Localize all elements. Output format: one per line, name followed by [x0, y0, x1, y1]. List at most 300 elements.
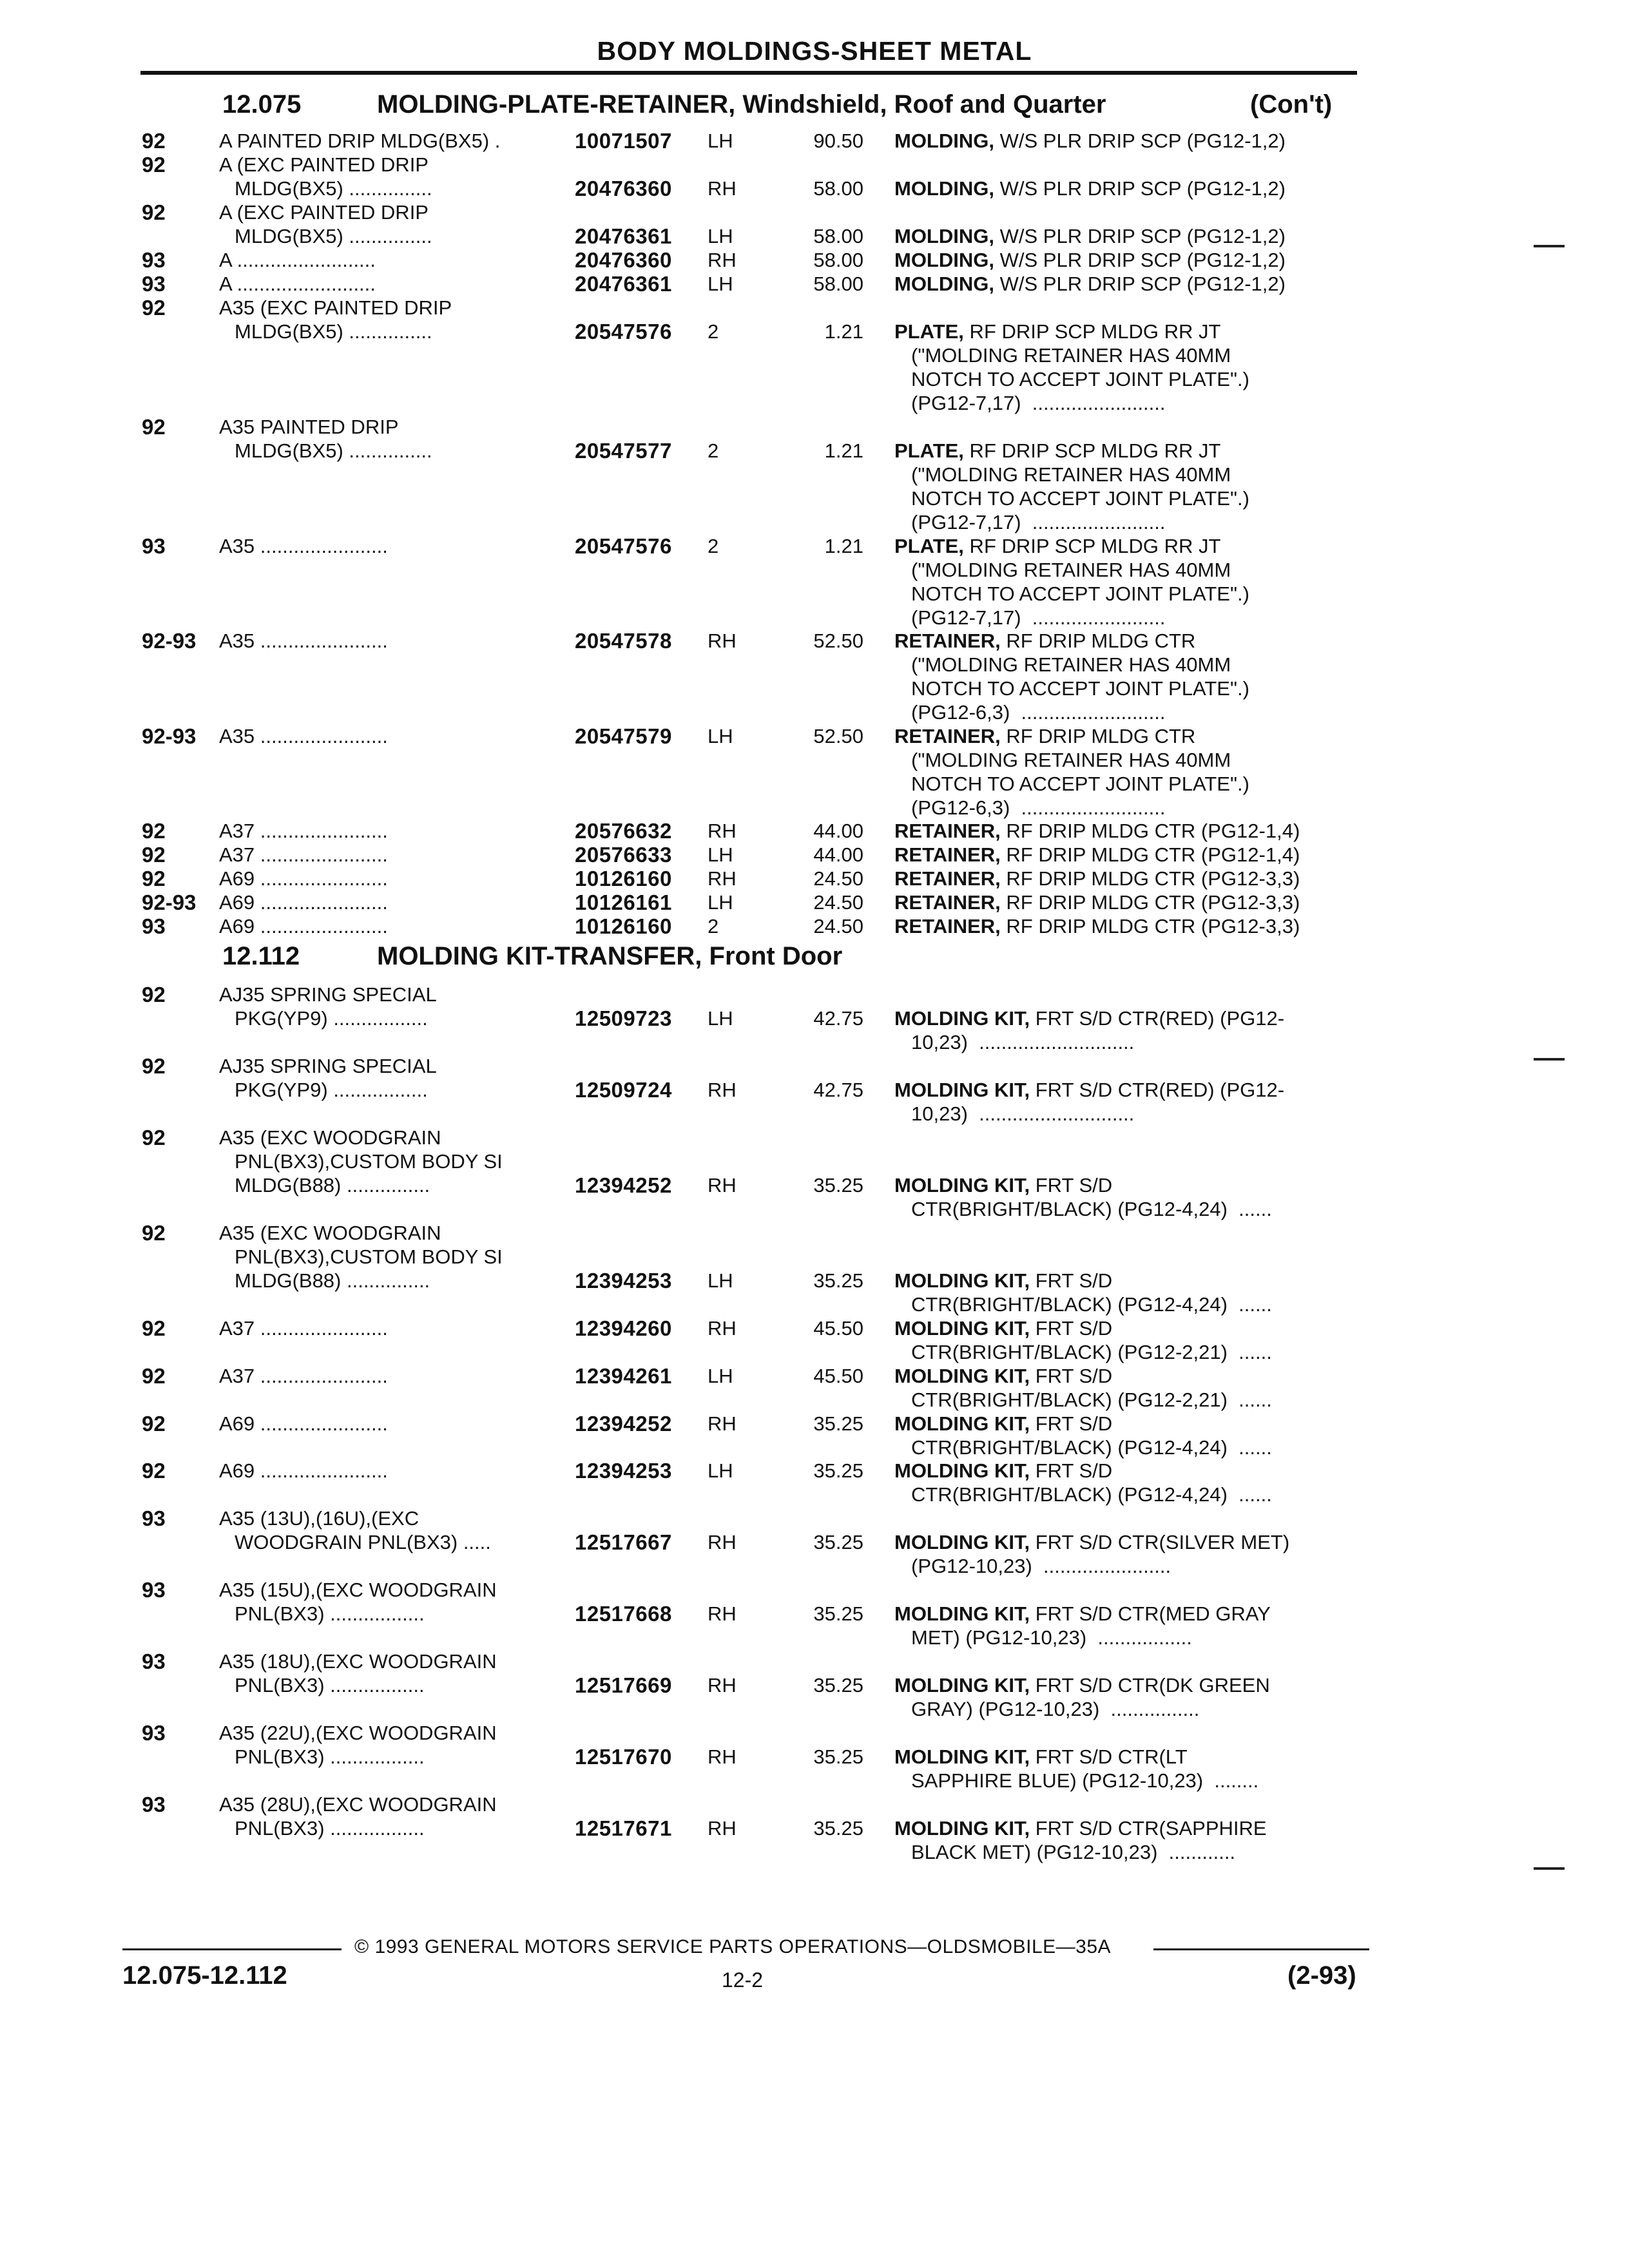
price: 52.50 — [813, 725, 863, 747]
part-description — [894, 914, 1358, 938]
description-line: MET) (PG12-10,23) ................. — [911, 1626, 1192, 1649]
part-number: 20576633 — [575, 843, 672, 867]
price: 35.25 — [813, 1531, 863, 1553]
section-continued: (Con't) — [1250, 90, 1333, 119]
part-detail: FRT S/D — [1030, 1412, 1113, 1435]
description-line: NOTCH TO ACCEPT JOINT PLATE".) — [911, 582, 1249, 605]
quantity: 2 — [708, 535, 719, 557]
application-description — [219, 153, 429, 177]
quantity: LH — [708, 1269, 733, 1292]
application-leader: MLDG(BX5) ............... — [235, 225, 432, 247]
description-line: CTR(BRIGHT/BLACK) (PG12-4,24) ...... — [911, 1436, 1272, 1459]
part-name: RETAINER, — [894, 867, 1001, 890]
model-year: 92 — [142, 200, 166, 224]
quantity: LH — [708, 1007, 733, 1030]
description-line: BLACK MET) (PG12-10,23) ............ — [911, 1841, 1236, 1863]
part-number: 12394261 — [575, 1364, 672, 1388]
price: 35.25 — [813, 1269, 863, 1292]
price: 35.25 — [813, 1602, 863, 1625]
part-number: 10126160 — [575, 914, 672, 938]
description-line — [894, 724, 1358, 748]
application-description — [219, 983, 437, 1006]
quantity: RH — [708, 249, 737, 271]
description-line: ("MOLDING RETAINER HAS 40MM — [911, 344, 1231, 367]
page-header: BODY MOLDINGS-SHEET METAL — [597, 36, 1032, 66]
part-detail: FRT S/D CTR(DK GREEN — [1030, 1674, 1270, 1696]
part-name: MOLDING KIT, — [894, 1269, 1030, 1292]
description-line — [894, 1530, 1358, 1554]
application-description — [219, 1721, 497, 1745]
application-leader: A35 ....................... — [219, 535, 388, 557]
quantity: RH — [708, 177, 737, 200]
model-year: 92-93 — [142, 890, 197, 914]
part-number: 20547576 — [575, 320, 672, 343]
quantity: RH — [708, 1531, 737, 1553]
part-detail: W/S PLR DRIP SCP (PG12-1,2) — [994, 177, 1286, 200]
description-line — [894, 320, 1358, 343]
part-detail: RF DRIP SCP MLDG RR JT — [963, 535, 1221, 557]
description-line: A35 (EXC WOODGRAIN — [219, 1126, 441, 1149]
description-line — [894, 1412, 1358, 1436]
model-year: 93 — [142, 248, 166, 272]
part-detail: FRT S/D CTR(SAPPHIRE — [1030, 1817, 1267, 1840]
description-line: (PG12-6,3) .......................... — [911, 796, 1166, 819]
description-line — [894, 1459, 1358, 1483]
model-year: 92 — [142, 819, 166, 843]
part-number: 20476360 — [575, 248, 672, 272]
part-number: 12517667 — [575, 1530, 672, 1554]
part-detail: FRT S/D CTR(SILVER MET) — [1030, 1531, 1290, 1553]
application-description — [219, 200, 429, 224]
model-year: 93 — [142, 1792, 166, 1816]
part-number: 10071507 — [575, 129, 672, 153]
part-number: 12509724 — [575, 1078, 672, 1102]
part-description — [894, 129, 1358, 153]
part-name: MOLDING, — [894, 130, 994, 152]
description-line: GRAY) (PG12-10,23) ................ — [911, 1698, 1200, 1720]
edge-mark — [1534, 245, 1565, 247]
footer-rule — [1153, 1948, 1369, 1950]
description-line: ("MOLDING RETAINER HAS 40MM — [911, 463, 1231, 486]
footer-copyright: © 1993 GENERAL MOTORS SERVICE PARTS OPERATIONS—OLDSMOBILE—35A — [354, 1936, 1112, 1957]
price: 24.50 — [813, 915, 863, 937]
part-detail: FRT S/D — [1030, 1459, 1113, 1482]
quantity: LH — [708, 843, 733, 866]
model-year: 92 — [142, 1459, 166, 1483]
part-number: 12509723 — [575, 1006, 672, 1030]
application-description — [219, 1054, 437, 1078]
quantity: 2 — [708, 439, 719, 462]
application-description — [219, 1649, 497, 1673]
description-line: 10,23) ............................ — [911, 1031, 1135, 1053]
part-detail: W/S PLR DRIP SCP (PG12-1,2) — [994, 225, 1286, 247]
part-name: RETAINER, — [894, 843, 1001, 866]
model-year: 92 — [142, 296, 166, 320]
part-number: 12517668 — [575, 1602, 672, 1626]
model-year: 92 — [142, 843, 166, 867]
part-description — [894, 272, 1358, 296]
description-line — [894, 1745, 1358, 1769]
model-year: 92-93 — [142, 629, 197, 653]
application-leader: A ......................... — [219, 273, 376, 295]
price: 1.21 — [824, 320, 863, 343]
part-description — [894, 1316, 1358, 1364]
edge-mark — [1534, 1867, 1565, 1870]
description-line: CTR(BRIGHT/BLACK) (PG12-2,21) ...... — [911, 1389, 1272, 1411]
quantity: LH — [708, 225, 733, 247]
description-line: PNL(BX3),CUSTOM BODY SI — [235, 1245, 503, 1268]
description-line: (PG12-10,23) ....................... — [911, 1555, 1171, 1577]
price: 90.50 — [813, 130, 863, 152]
price: 35.25 — [813, 1412, 863, 1435]
part-name: MOLDING KIT, — [894, 1817, 1030, 1840]
part-number: 20547579 — [575, 724, 672, 748]
model-year: 93 — [142, 1721, 166, 1745]
part-detail: RF DRIP MLDG CTR — [1000, 629, 1196, 652]
quantity: RH — [708, 1674, 737, 1696]
price: 35.25 — [813, 1174, 863, 1196]
description-line: A35 (18U),(EXC WOODGRAIN — [219, 1650, 497, 1673]
model-year: 92 — [142, 415, 166, 439]
application-description — [219, 1792, 497, 1816]
application-leader: MLDG(B88) ............... — [235, 1269, 430, 1292]
part-detail: FRT S/D CTR(RED) (PG12- — [1030, 1007, 1285, 1030]
price: 35.25 — [813, 1674, 863, 1696]
price: 44.00 — [813, 843, 863, 866]
part-detail: W/S PLR DRIP SCP (PG12-1,2) — [994, 273, 1286, 295]
application-leader: PKG(YP9) ................. — [235, 1079, 428, 1101]
description-line: AJ35 SPRING SPECIAL — [219, 1055, 437, 1077]
part-description — [894, 1602, 1358, 1649]
part-number: 12517671 — [575, 1816, 672, 1840]
part-name: MOLDING KIT, — [894, 1412, 1030, 1435]
part-number: 12517670 — [575, 1745, 672, 1769]
description-line — [894, 1364, 1358, 1388]
section-number: 12.075 — [222, 90, 302, 119]
model-year: 92 — [142, 1412, 166, 1436]
part-number: 12394253 — [575, 1269, 672, 1293]
application-leader: A69 ....................... — [219, 1459, 388, 1482]
footer-rule — [122, 1948, 342, 1950]
part-description — [894, 724, 1358, 820]
part-number: 12394252 — [575, 1173, 672, 1197]
application-leader: A35 ....................... — [219, 725, 388, 747]
description-line — [894, 1173, 1358, 1197]
price: 24.50 — [813, 891, 863, 914]
part-detail: RF DRIP MLDG CTR (PG12-1,4) — [1000, 820, 1300, 842]
price: 58.00 — [813, 249, 863, 271]
price: 58.00 — [813, 273, 863, 295]
model-year: 92 — [142, 129, 166, 153]
model-year: 92 — [142, 983, 166, 1006]
description-line — [894, 248, 1358, 272]
footer-section-range: 12.075-12.112 — [122, 1961, 287, 1990]
part-number: 20576632 — [575, 819, 672, 843]
price: 35.25 — [813, 1459, 863, 1482]
application-description — [219, 1578, 497, 1602]
price: 1.21 — [824, 439, 863, 462]
part-detail: FRT S/D CTR(RED) (PG12- — [1030, 1079, 1285, 1101]
description-line: (PG12-7,17) ........................ — [911, 606, 1166, 629]
part-name: RETAINER, — [894, 891, 1001, 914]
description-line: ("MOLDING RETAINER HAS 40MM — [911, 749, 1231, 771]
model-year: 92 — [142, 1364, 166, 1388]
quantity: LH — [708, 273, 733, 295]
quantity: RH — [708, 1602, 737, 1625]
price: 42.75 — [813, 1007, 863, 1030]
footer-page-number: 12-2 — [722, 1968, 764, 1992]
model-year: 93 — [142, 272, 166, 296]
application-leader: PNL(BX3) ................. — [235, 1745, 425, 1768]
description-line — [894, 819, 1358, 843]
quantity: LH — [708, 1459, 733, 1482]
model-year: 93 — [142, 1506, 166, 1530]
description-line — [894, 177, 1358, 200]
part-name: MOLDING KIT, — [894, 1459, 1030, 1482]
description-line: 10,23) ............................ — [911, 1102, 1135, 1125]
model-year: 92 — [142, 1316, 166, 1340]
part-detail: FRT S/D — [1030, 1317, 1113, 1340]
part-description — [894, 1269, 1358, 1316]
part-description — [894, 843, 1358, 867]
application-leader: WOODGRAIN PNL(BX3) ..... — [235, 1531, 491, 1553]
part-number: 10126160 — [575, 867, 672, 890]
part-name: PLATE, — [894, 320, 964, 343]
part-description — [894, 1816, 1358, 1864]
part-number: 12394252 — [575, 1412, 672, 1436]
description-line — [894, 1816, 1358, 1840]
section-number: 12.112 — [222, 942, 300, 970]
part-name: RETAINER, — [894, 915, 1001, 937]
application-leader: PNL(BX3) ................. — [235, 1602, 425, 1625]
application-leader: MLDG(BX5) ............... — [235, 320, 432, 343]
part-number: 20547576 — [575, 534, 672, 558]
part-number: 10126161 — [575, 890, 672, 914]
application-leader: A37 ....................... — [219, 843, 388, 866]
application-description — [219, 1506, 419, 1530]
description-line — [894, 1269, 1358, 1293]
part-detail: W/S PLR DRIP SCP (PG12-1,2) — [994, 249, 1286, 271]
price: 52.50 — [813, 629, 863, 652]
application-leader: PNL(BX3) ................. — [235, 1817, 425, 1840]
quantity: RH — [708, 1817, 737, 1840]
quantity: RH — [708, 1412, 737, 1435]
price: 35.25 — [813, 1817, 863, 1840]
edge-mark — [1534, 1058, 1565, 1061]
section-name: MOLDING KIT-TRANSFER, Front Door — [377, 942, 843, 970]
application-leader: A37 ....................... — [219, 820, 388, 842]
part-number: 20476360 — [575, 177, 672, 200]
part-description — [894, 1173, 1358, 1221]
description-line: A (EXC PAINTED DRIP — [219, 201, 429, 224]
part-detail: FRT S/D — [1030, 1365, 1113, 1387]
part-detail: FRT S/D CTR(MED GRAY — [1030, 1602, 1271, 1625]
application-leader: A35 ....................... — [219, 629, 388, 652]
application-description — [219, 296, 452, 320]
description-line — [894, 867, 1358, 890]
part-detail: RF DRIP MLDG CTR — [1000, 725, 1196, 747]
part-name: MOLDING, — [894, 225, 994, 247]
description-line — [894, 439, 1358, 463]
description-line — [894, 224, 1358, 248]
quantity: LH — [708, 1365, 733, 1387]
application-leader: PNL(BX3) ................. — [235, 1674, 425, 1696]
model-year: 92 — [142, 1054, 166, 1078]
part-detail: RF DRIP MLDG CTR (PG12-3,3) — [1000, 867, 1300, 890]
description-line: (PG12-7,17) ........................ — [911, 392, 1166, 414]
part-detail: RF DRIP MLDG CTR (PG12-3,3) — [1000, 915, 1300, 937]
description-line — [894, 272, 1358, 296]
part-detail: FRT S/D CTR(LT — [1030, 1745, 1188, 1768]
application-description — [219, 1221, 503, 1269]
part-name: MOLDING, — [894, 177, 994, 200]
part-description — [894, 1078, 1358, 1126]
application-leader: A69 ....................... — [219, 891, 388, 914]
quantity: RH — [708, 820, 737, 842]
part-number: 20476361 — [575, 272, 672, 296]
price: 42.75 — [813, 1079, 863, 1101]
description-line: CTR(BRIGHT/BLACK) (PG12-2,21) ...... — [911, 1341, 1272, 1363]
part-description — [894, 224, 1358, 248]
description-line — [894, 914, 1358, 938]
price: 1.21 — [824, 535, 863, 557]
part-description — [894, 1364, 1358, 1412]
application-leader: A69 ....................... — [219, 867, 388, 890]
part-name: MOLDING, — [894, 249, 994, 271]
price: 58.00 — [813, 225, 863, 247]
part-description — [894, 890, 1358, 914]
section-title — [222, 942, 842, 971]
part-name: MOLDING KIT, — [894, 1745, 1030, 1768]
quantity: RH — [708, 867, 737, 890]
application-leader: A37 ....................... — [219, 1365, 388, 1387]
part-name: PLATE, — [894, 535, 964, 557]
part-description — [894, 1745, 1358, 1792]
description-line: (PG12-7,17) ........................ — [911, 511, 1166, 533]
part-description — [894, 248, 1358, 272]
application-leader: A69 ....................... — [219, 915, 388, 937]
quantity: LH — [708, 130, 733, 152]
description-line: CTR(BRIGHT/BLACK) (PG12-4,24) ...... — [911, 1293, 1272, 1316]
model-year: 93 — [142, 534, 166, 558]
description-line: A (EXC PAINTED DRIP — [219, 153, 429, 176]
model-year: 92 — [142, 1221, 166, 1245]
description-line: ("MOLDING RETAINER HAS 40MM — [911, 559, 1231, 581]
part-description — [894, 439, 1358, 534]
part-description — [894, 1412, 1358, 1459]
part-detail: FRT S/D — [1030, 1174, 1113, 1196]
description-line — [894, 629, 1358, 653]
price: 45.50 — [813, 1365, 863, 1387]
description-line: A35 (13U),(16U),(EXC — [219, 1507, 419, 1530]
part-name: RETAINER, — [894, 725, 1001, 747]
quantity: RH — [708, 629, 737, 652]
part-detail: RF DRIP SCP MLDG RR JT — [963, 439, 1221, 462]
quantity: RH — [708, 1745, 737, 1768]
part-name: PLATE, — [894, 439, 964, 462]
part-detail: RF DRIP SCP MLDG RR JT — [963, 320, 1221, 343]
description-line — [894, 890, 1358, 914]
model-year: 92 — [142, 153, 166, 177]
application-leader: MLDG(BX5) ............... — [235, 177, 432, 200]
application-leader: MLDG(BX5) ............... — [235, 439, 432, 462]
part-description — [894, 1459, 1358, 1506]
part-detail: W/S PLR DRIP SCP (PG12-1,2) — [994, 130, 1286, 152]
part-detail: RF DRIP MLDG CTR (PG12-3,3) — [1000, 891, 1300, 914]
section-name: MOLDING-PLATE-RETAINER, Windshield, Roof and Quarter — [377, 90, 1106, 119]
footer-date: (2-93) — [1287, 1961, 1356, 1990]
description-line — [894, 1078, 1358, 1102]
model-year: 93 — [142, 914, 166, 938]
application-leader: A PAINTED DRIP MLDG(BX5) . — [219, 130, 501, 152]
price: 44.00 — [813, 820, 863, 842]
part-description — [894, 819, 1358, 843]
part-name: MOLDING KIT, — [894, 1174, 1030, 1196]
part-name: MOLDING KIT, — [894, 1079, 1030, 1101]
price: 35.25 — [813, 1745, 863, 1768]
description-line: NOTCH TO ACCEPT JOINT PLATE".) — [911, 677, 1249, 700]
part-detail: RF DRIP MLDG CTR (PG12-1,4) — [1000, 843, 1300, 866]
description-line — [894, 843, 1358, 867]
description-line: A35 (28U),(EXC WOODGRAIN — [219, 1793, 497, 1816]
section-title — [222, 90, 1333, 119]
part-description — [894, 629, 1358, 724]
description-line — [894, 1602, 1358, 1626]
price: 45.50 — [813, 1317, 863, 1340]
application-leader: A69 ....................... — [219, 1412, 388, 1435]
part-detail: FRT S/D — [1030, 1269, 1113, 1292]
part-name: MOLDING KIT, — [894, 1317, 1030, 1340]
application-description — [219, 1126, 503, 1173]
application-leader: A37 ....................... — [219, 1317, 388, 1340]
description-line — [894, 129, 1358, 153]
description-line: CTR(BRIGHT/BLACK) (PG12-4,24) ...... — [911, 1483, 1272, 1506]
application-description — [219, 415, 399, 439]
model-year: 92 — [142, 867, 166, 890]
part-description — [894, 867, 1358, 890]
quantity: RH — [708, 1079, 737, 1101]
part-name: MOLDING KIT, — [894, 1674, 1030, 1696]
part-description — [894, 320, 1358, 415]
model-year: 93 — [142, 1578, 166, 1602]
price: 24.50 — [813, 867, 863, 890]
description-line: NOTCH TO ACCEPT JOINT PLATE".) — [911, 368, 1249, 390]
description-line: SAPPHIRE BLUE) (PG12-10,23) ........ — [911, 1769, 1259, 1792]
description-line: A35 PAINTED DRIP — [219, 416, 399, 438]
part-name: RETAINER, — [894, 820, 1001, 842]
quantity: 2 — [708, 320, 719, 343]
description-line — [894, 1006, 1358, 1030]
description-line: NOTCH TO ACCEPT JOINT PLATE".) — [911, 773, 1249, 795]
part-name: MOLDING KIT, — [894, 1365, 1030, 1387]
part-name: MOLDING KIT, — [894, 1007, 1030, 1030]
model-year: 92-93 — [142, 724, 197, 748]
part-number: 20547578 — [575, 629, 672, 653]
description-line: A35 (EXC PAINTED DRIP — [219, 296, 452, 319]
part-name: RETAINER, — [894, 629, 1001, 652]
part-description — [894, 1006, 1358, 1054]
part-name: MOLDING KIT, — [894, 1602, 1030, 1625]
part-number: 12517669 — [575, 1673, 672, 1697]
part-name: MOLDING, — [894, 273, 994, 295]
part-number: 12394260 — [575, 1316, 672, 1340]
part-description — [894, 1530, 1358, 1578]
model-year: 92 — [142, 1126, 166, 1149]
part-number: 20547577 — [575, 439, 672, 463]
quantity: RH — [708, 1174, 737, 1196]
quantity: LH — [708, 891, 733, 914]
price: 58.00 — [813, 177, 863, 200]
